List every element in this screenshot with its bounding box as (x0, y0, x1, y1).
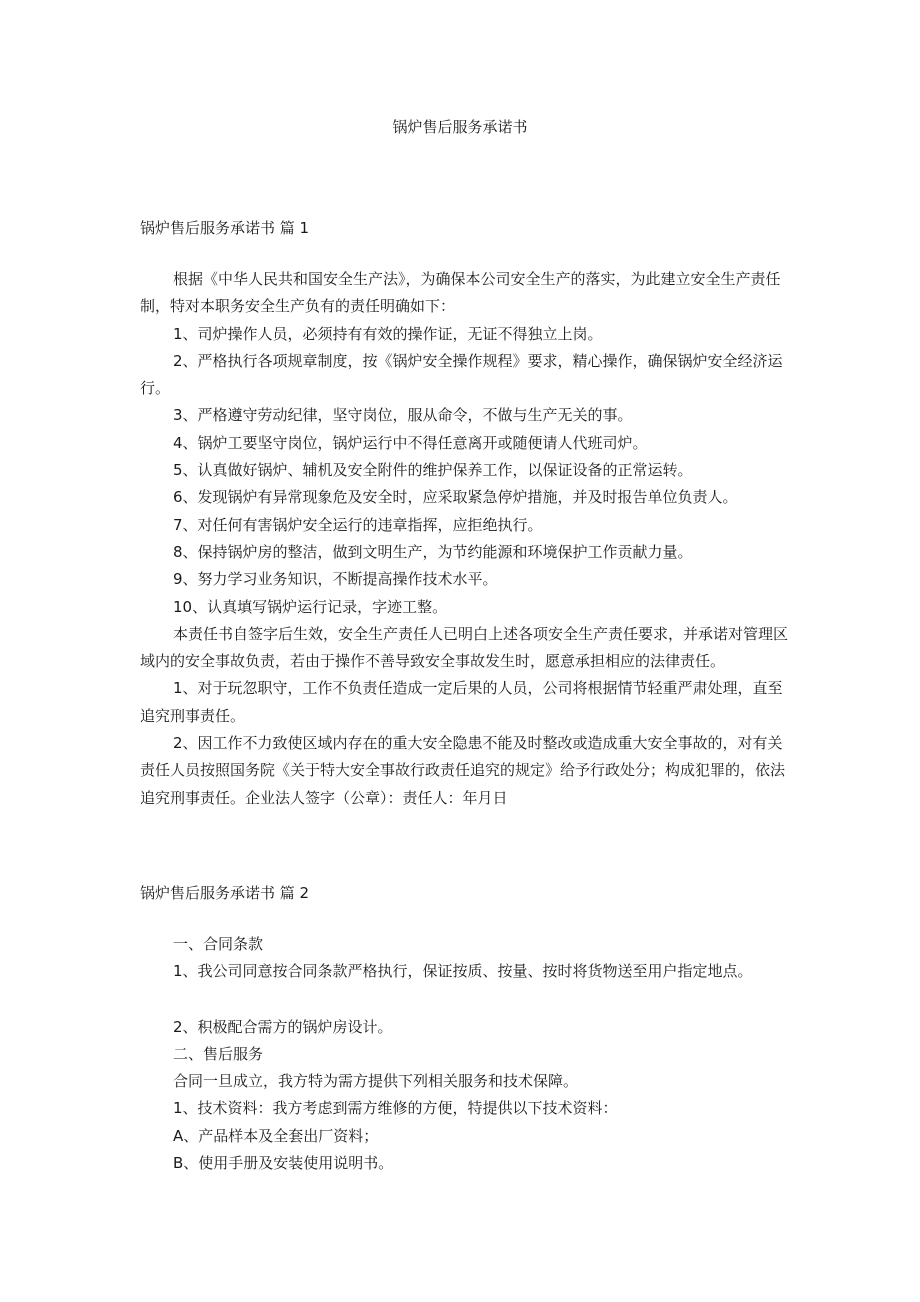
section-1-body (140, 266, 790, 812)
paragraph: 本责任书自签字后生效，安全生产责任人已明白上述各项安全生产责任要求，并承诺对管理区域内的安全事故负责，若由于操作不善导致安全事故发生时，愿意承担相应的法律责任。 (140, 624, 789, 671)
list-item: A、产品样本及全套出厂资料； (173, 1126, 379, 1145)
paragraph: 合同一旦成立，我方特为需方提供下列相关服务和技术保障。 (173, 1072, 579, 1091)
list-item: 2、积极配合需方的锅炉房设计。 (173, 1017, 393, 1036)
section-2-body (140, 931, 820, 1177)
list-item: 8、保持锅炉房的整洁，做到文明生产，为节约能源和环境保护工作贡献力量。 (173, 542, 693, 561)
section-2-heading: 锅炉售后服务承诺书 篇 2 (140, 884, 310, 902)
list-item: 3、严格遵守劳动纪律，坚守岗位，服从命令，不做与生产无关的事。 (173, 406, 633, 425)
list-item: 1、我公司同意按合同条款严格执行，保证按质、按量、按时将货物送至用户指定地点。 (173, 962, 753, 981)
list-item: 一、合同条款 (173, 935, 264, 953)
list-item: 6、发现锅炉有异常现象危及安全时，应采取紧急停炉措施，并及时报告单位负责人。 (173, 488, 738, 507)
document-title: 锅炉售后服务承诺书 (392, 118, 528, 136)
list-item: 4、锅炉工要坚守岗位，锅炉运行中不得任意离开或随便请人代班司炉。 (173, 433, 648, 452)
list-item: 7、对任何有害锅炉安全运行的违章指挥，应拒绝执行。 (173, 515, 543, 534)
list-item: 2、因工作不力致使区域内存在的重大安全隐患不能及时整改或造成重大安全事故的，对有关责任人员按照国务院《关于特大安全事故行政责任追究的规定》给予行政处分；构成犯罪的，依法追究刑事责任。企业法人签字（公章）：责任人：年月日 (140, 734, 786, 807)
list-item: 1、对于玩忽职守，工作不负责任造成一定后果的人员，公司将根据情节轻重严肃处理，直至追究刑事责任。 (140, 679, 783, 725)
list-item: 5、认真做好锅炉、辅机及安全附件的维护保养工作，以保证设备的正常运转。 (173, 461, 693, 480)
list-item: 1、技术资料：我方考虑到需方维修的方便，特提供以下技术资料： (173, 1099, 618, 1118)
list-item: 9、努力学习业务知识，不断提高操作技术水平。 (173, 570, 498, 589)
list-item: 2、严格执行各项规章制度，按《锅炉安全操作规程》要求，精心操作，确保锅炉安全经济运行。 (140, 351, 783, 398)
list-item: 10、认真填写锅炉运行记录，字迹工整。 (173, 597, 448, 616)
list-item: B、使用手册及安装使用说明书。 (173, 1154, 394, 1173)
section-1-heading: 锅炉售后服务承诺书 篇 1 (140, 219, 310, 237)
list-item: 1、司炉操作人员，必须持有有效的操作证，无证不得独立上岗。 (173, 324, 603, 343)
list-item: 二、售后服务 (173, 1044, 264, 1063)
paragraph: 根据《中华人民共和国安全生产法》，为确保本公司安全生产的落实，为此建立安全生产责任制，特对本职务安全生产负有的责任明确如下： (140, 270, 781, 316)
spacer (140, 986, 820, 1014)
